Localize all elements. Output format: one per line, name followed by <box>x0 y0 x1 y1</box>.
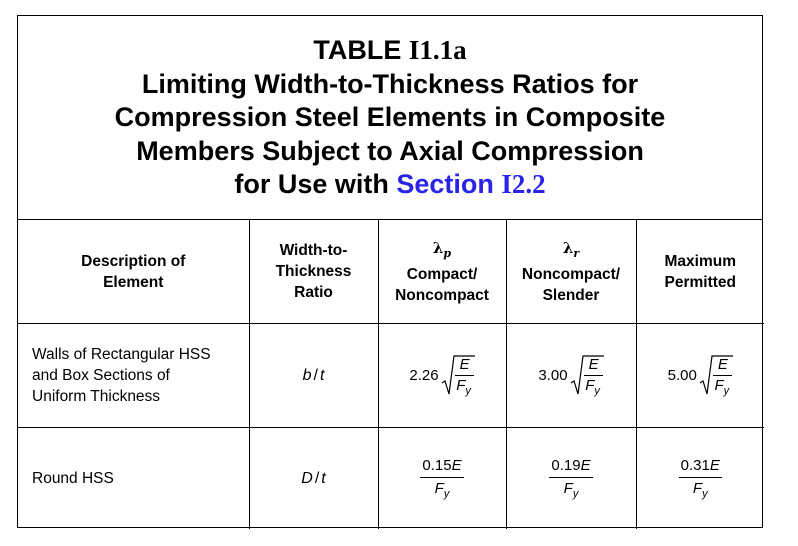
fraction-formula: $\frac{0.31E}{F_y}$ <box>680 457 720 500</box>
noncompact-limit <box>506 428 636 530</box>
sqrt-formula: E $F_y$ <box>441 354 475 398</box>
table-number: I1.1a <box>408 35 467 65</box>
row-ratio: b / t <box>249 324 378 428</box>
title-line-2: Limiting Width-to-Thickness Ratios for <box>141 68 639 99</box>
sqrt-formula: E $F_y$ <box>570 354 604 398</box>
section-link[interactable]: Section I2.2 <box>396 169 546 199</box>
lambda-r-symbol: $\lambda_r$ <box>562 238 580 260</box>
maximum-limit: 5.00 E $F_y$ <box>636 324 764 428</box>
table-frame <box>17 15 763 528</box>
sqrt-formula: E $F_y$ <box>699 354 733 398</box>
header-compact: $\lambda_p$ Compact/ Noncompact <box>378 220 506 324</box>
header-noncompact: $\lambda_r$ Noncompact/ Slender <box>506 220 636 324</box>
header-maximum: Maximum Permitted <box>636 220 764 324</box>
title-line-4: Members Subject to Axial Compression <box>136 135 644 166</box>
header-row <box>18 220 764 324</box>
noncompact-limit: 3.00 E $F_y$ <box>506 324 636 428</box>
lambda-p-symbol: $\lambda_p$ <box>432 238 452 260</box>
maximum-limit <box>636 428 764 530</box>
ratio-table <box>18 220 764 529</box>
compact-limit: 2.26 E $F_y$ <box>378 324 506 428</box>
row-description: Round HSS <box>18 428 249 530</box>
compact-limit <box>378 428 506 530</box>
header-description: Description of Element <box>18 220 249 324</box>
fraction-formula: $\frac{0.15E}{F_y}$ <box>422 457 462 500</box>
title-line-5: for Use with Section I2.2 <box>234 169 546 199</box>
header-ratio: Width-to- Thickness Ratio <box>249 220 378 324</box>
fraction-formula: $\frac{0.19E}{F_y}$ <box>551 457 591 500</box>
table-title <box>18 16 762 220</box>
table-row <box>18 324 764 428</box>
title-line-3: Compression Steel Elements in Composite <box>114 102 666 132</box>
row-ratio: D / t <box>249 428 378 530</box>
table-row <box>18 428 764 530</box>
row-description: Walls of Rectangular HSS and Box Sections of Uniform Thickness <box>18 324 249 428</box>
title-line-1: TABLE I1.1a <box>313 35 467 65</box>
